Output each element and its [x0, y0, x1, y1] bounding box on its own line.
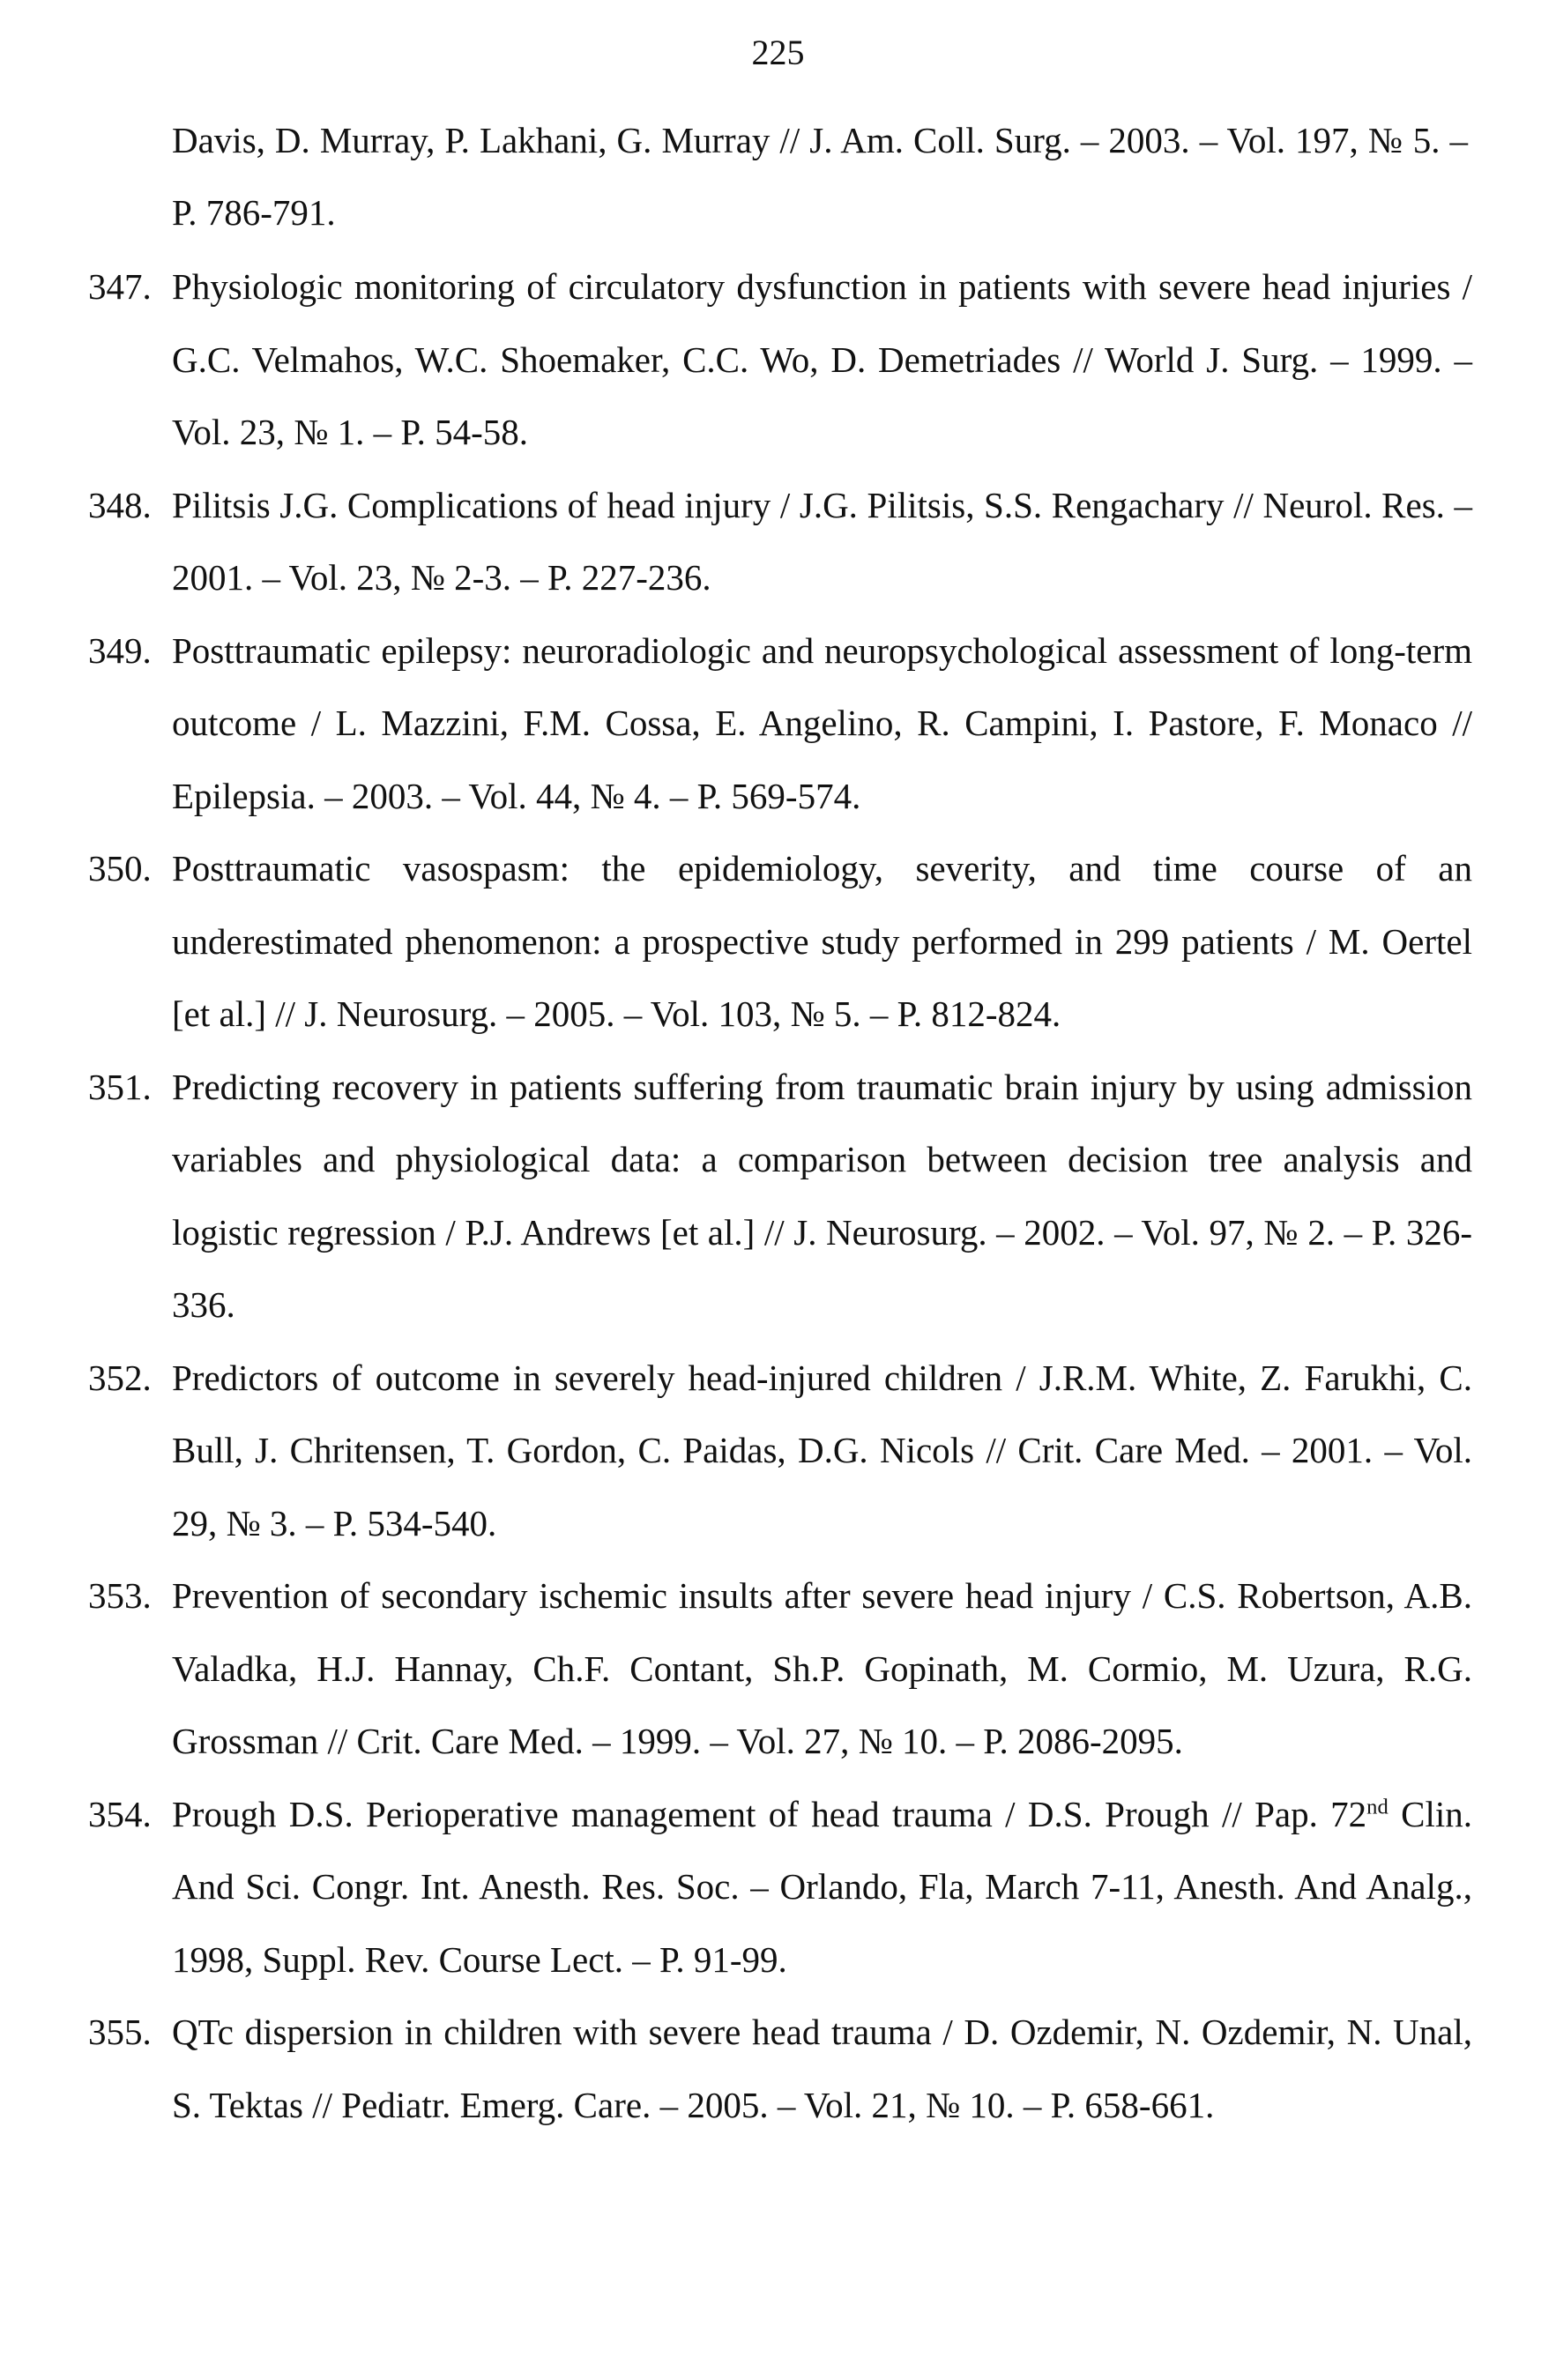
page-number: 225: [751, 33, 805, 72]
reference-number: 348.: [88, 484, 152, 525]
reference-text: Posttraumatic epilepsy: neuroradiologic and neuropsychological assessment of long-term outcome / L. Mazzini, F.M. Cossa, E. Angelino, R. Campini, I. Pastore, F. Monaco // Epilepsia. – 2003. – Vol. 44, № 4. – P. 569-574.: [172, 629, 1472, 816]
reference-number: 349.: [88, 629, 152, 671]
reference-item: [88, 250, 1472, 469]
reference-text: Physiologic monitoring of circulatory dysfunction in patients with severe head injuries / G.C. Velmahos, W.C. Shoemaker, C.C. Wo, D. Demetriades // World J. Surg. – 1999. – Vol. 23, № 1. – P. 54-58.: [172, 266, 1472, 452]
superscript-ordinal: nd: [1366, 1794, 1388, 1818]
reference-item: [88, 614, 1472, 833]
reference-item: [88, 469, 1472, 614]
reference-number: 352.: [88, 1357, 152, 1398]
reference-text: QTc dispersion in children with severe head trauma / D. Ozdemir, N. Ozdemir, N. Unal, S. Tektas // Pediatr. Emerg. Care. – 2005. – Vol. 21, № 10. – P. 658-661.: [172, 2012, 1472, 2125]
reference-number: 353.: [88, 1575, 152, 1616]
reference-text: Predicting recovery in patients suffering from traumatic brain injury by using admission variables and physiological data: a comparison between decision tree analysis and logistic regression / P.J. Andrews [et al.] // J. Neurosurg. – 2002. – Vol. 97, № 2. – P. 326-336.: [172, 1066, 1472, 1325]
reference-continuation: Davis, D. Murray, P. Lakhani, G. Murray // J. Am. Coll. Surg. – 2003. – Vol. 197, № 5. – P. 786-791.: [172, 120, 1468, 233]
reference-number: 355.: [88, 2012, 152, 2052]
reference-item: [88, 1559, 1472, 1778]
reference-text: Pilitsis J.G. Complications of head injury / J.G. Pilitsis, S.S. Rengachary // Neurol. Res. – 2001. – Vol. 23, № 2-3. – P. 227-236.: [172, 484, 1472, 598]
reference-text: Predictors of outcome in severely head-injured children / J.R.M. White, Z. Farukhi, C. Bull, J. Chritensen, T. Gordon, C. Paidas, D.G. Nicols // Crit. Care Med. – 2001. – Vol. 29, № 3. – P. 534-540.: [172, 1357, 1472, 1543]
reference-item: [88, 1996, 1472, 2141]
reference-number: 354.: [88, 1793, 152, 1834]
reference-item: [88, 1778, 1472, 1997]
reference-item: [88, 832, 1472, 1051]
reference-text: [172, 1778, 1472, 1997]
reference-number: 347.: [88, 266, 152, 307]
reference-text: Posttraumatic vasospasm: the epidemiology, severity, and time course of an underestimated phenomenon: a prospective study performed in 299 patients / M. Oertel [et al.] // J. Neurosurg. – 2005. – Vol. 103, № 5. – P. 812-824.: [172, 848, 1472, 1034]
reference-item: [88, 1342, 1472, 1560]
reference-number: 350.: [88, 848, 152, 889]
reference-list: [88, 250, 1472, 2141]
reference-text-part: Clin. And Sci. Congr. Int. Anesth. Res. Soc. – Orlando, Fla, March 7-11, Anesth. And Analg., 1998, Suppl. Rev. Course Lect. – P. 91-99.: [172, 1793, 1472, 1980]
reference-text-part: Prough D.S. Perioperative management of head trauma / D.S. Prough // Pap. 72: [172, 1793, 1367, 1834]
reference-item: [88, 1051, 1472, 1342]
reference-text: Prevention of secondary ischemic insults after severe head injury / C.S. Robertson, A.B. Valadka, H.J. Hannay, Ch.F. Contant, Sh.P. Gopinath, M. Cormio, M. Uzura, R.G. Grossman // Crit. Care Med. – 1999. – Vol. 27, № 10. – P. 2086-2095.: [172, 1575, 1472, 1761]
reference-number: 351.: [88, 1066, 152, 1107]
